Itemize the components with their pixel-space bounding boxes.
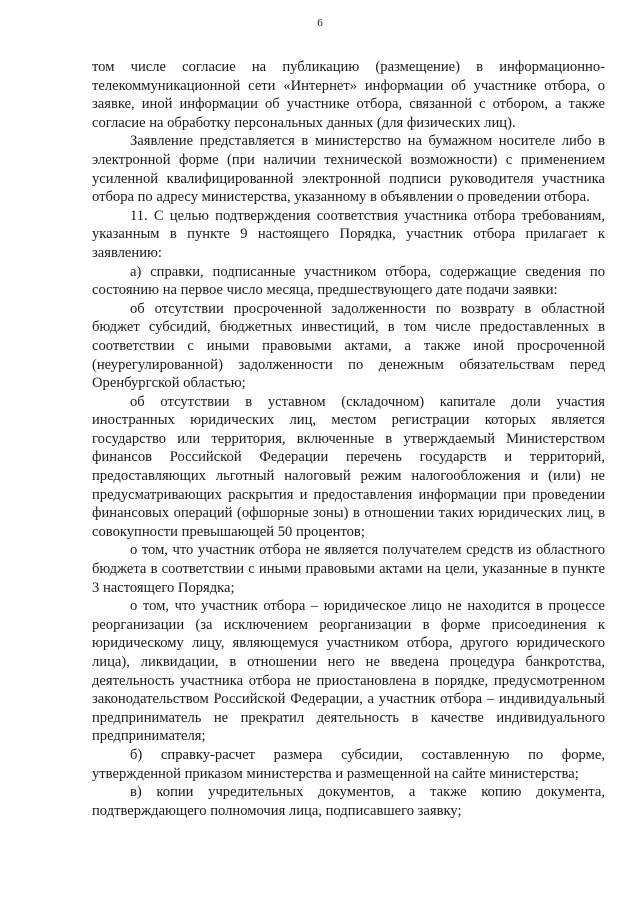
paragraph-item-b: б) справку-расчет размера субсидии, составленную по форме, утвержденной приказом министерства и размещенной на сайте министерства; [92,746,605,782]
body-text [92,58,605,820]
paragraph-no-reorganization: о том, что участник отбора – юридическое лицо не находится в процессе реорганизации (за исключением реорганизации в форме присоединения к юридическому лицу, являющемуся участником отбора, другого юридического лица), ликвидации, в отношении него не введена процедура банкротства, деятельность участника отбора не приостановлена в порядке, предусмотренном законодательством Российской Федерации, а участник отбора – индивидуальный предприниматель не прекратил деятельность в качестве индивидуального предпринимателя; [92,598,605,745]
paragraph-item-v: в) копии учредительных документов, а также копию документа, подтверждающего полномочия лица, подписавшего заявку; [92,784,605,819]
page-number: 6 [317,17,323,29]
paragraph-item-11: 11. С целью подтверждения соответствия участника отбора требованиям, указанным в пункте 9 настоящего Порядка, участник отбора прилагает к заявлению: [92,207,605,261]
paragraph-no-debt: об отсутствии просроченной задолженности по возврату в областной бюджет субсидий, бюджетных инвестиций, в том числе предоставленных в соответствии с иными правовыми актами, а также иной просроченной (неурегулированной) задолженности по денежным обязательствам перед Оренбургской областью; [92,300,605,392]
paragraph-submission: Заявление представляется в министерство на бумажном носителе либо в электронной форме (при наличии технической возможности) с применением усиленной квалифицированной электронной подписи руководителя участника отбора по адресу министерства, указанному в объявлении о проведении отбора. [92,133,605,206]
paragraph-no-foreign-share: об отсутствии в уставном (складочном) капитале доли участия иностранных юридических лиц, местом регистрации которых является государство или территория, включенные в утверждаемый Министерством финансов Российской Федерации перечень государств и территорий, предоставляющих льготный налоговый режим налогообложения и (или) не предусматривающих раскрытия и предоставления информации при проведении финансовых операций (офшорные зоны) в отношении таких юридических лиц, в совокупности превышающей 50 процентов; [92,393,605,540]
paragraph-consent: том числе согласие на публикацию (размещение) в информационно-телекоммуникационной сети «Интернет» информации об участнике отбора, о заявке, иной информации об участнике отбора, связанной с отбором, а также согласие на обработку персональных данных (для физических лиц). [92,59,605,131]
paragraph-not-recipient: о том, что участник отбора не является получателем средств из областного бюджета в соответствии с иными правовыми актами на цели, указанные в пункте 3 настоящего Порядка; [92,542,605,596]
paragraph-item-a: а) справки, подписанные участником отбора, содержащие сведения по состоянию на первое число месяца, предшествующего дате подачи заявки: [92,263,605,299]
